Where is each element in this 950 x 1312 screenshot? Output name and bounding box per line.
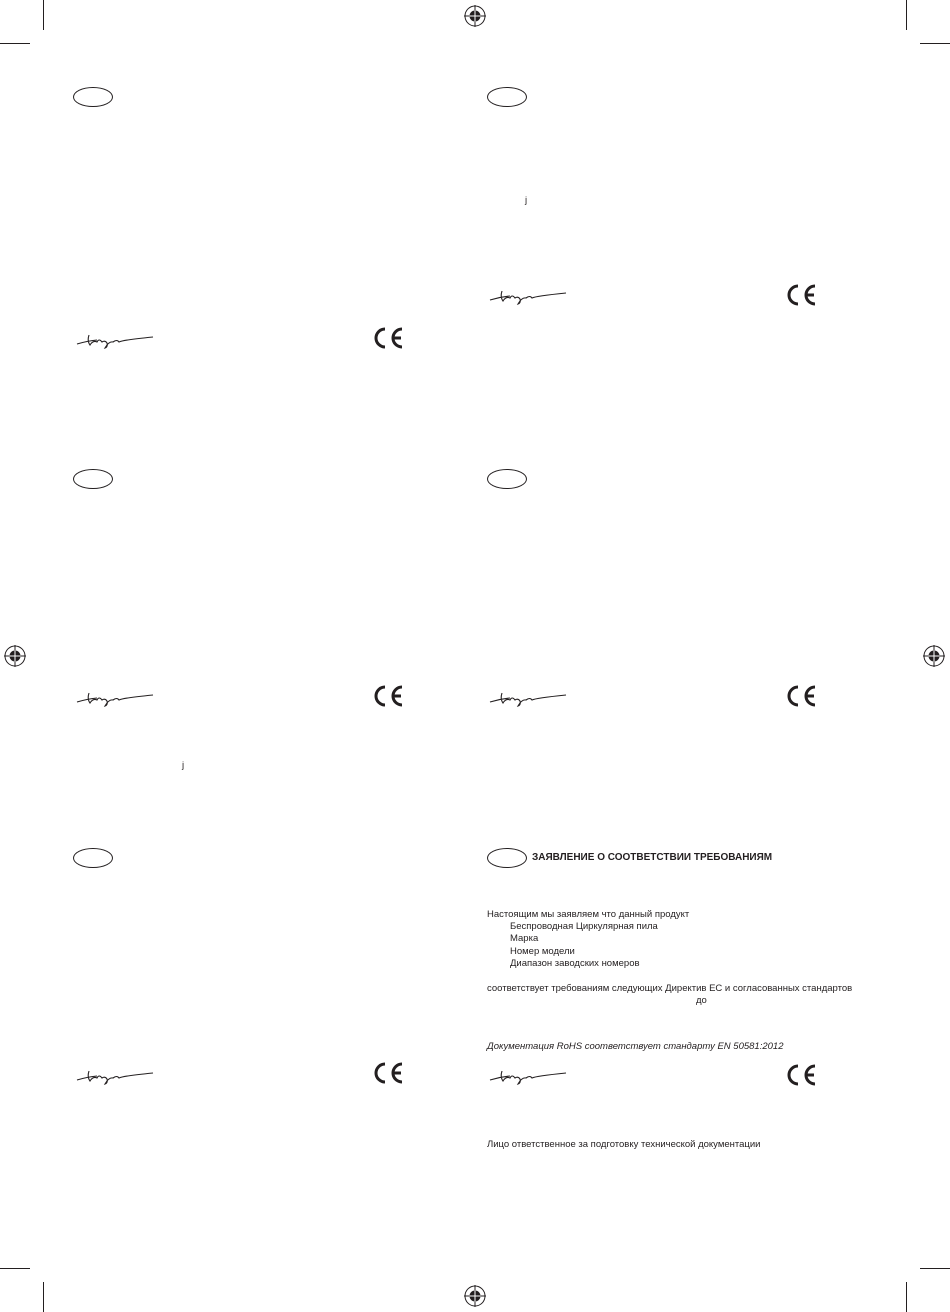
ce-mark-icon xyxy=(784,684,818,708)
ce-mark-icon xyxy=(371,326,405,350)
language-badge-icon xyxy=(487,87,527,107)
declaration-title: ЗАЯВЛЕНИЕ О СООТВЕТСТВИИ ТРЕБОВАНИЯМ xyxy=(532,852,773,863)
stray-letter: j xyxy=(182,760,185,771)
responsible-person-text: Лицо ответственное за подготовку технической документации xyxy=(487,1139,761,1150)
registration-mark-icon xyxy=(464,1285,486,1307)
registration-mark-icon xyxy=(464,5,486,27)
signature-icon xyxy=(75,332,155,350)
crop-mark xyxy=(906,0,907,30)
ce-mark-icon xyxy=(784,1063,818,1087)
signature-icon xyxy=(488,288,568,306)
signature-icon xyxy=(75,690,155,708)
language-badge-icon xyxy=(73,87,113,107)
language-badge-icon xyxy=(73,469,113,489)
ce-mark-icon xyxy=(371,684,405,708)
crop-mark xyxy=(43,1282,44,1312)
product-line: Номер модели xyxy=(510,946,575,957)
declaration-intro: Настоящим мы заявляем что данный продукт xyxy=(487,909,690,920)
product-line: Диапазон заводских номеров xyxy=(510,958,640,969)
registration-mark-icon xyxy=(923,645,945,667)
crop-mark xyxy=(920,1268,950,1269)
crop-mark xyxy=(0,1268,30,1269)
crop-mark xyxy=(43,0,44,30)
crop-mark xyxy=(0,43,30,44)
signature-icon xyxy=(75,1068,155,1086)
ce-mark-icon xyxy=(371,1061,405,1085)
signature-icon xyxy=(488,690,568,708)
crop-mark xyxy=(920,43,950,44)
language-badge-icon xyxy=(487,848,527,868)
until-text: до xyxy=(696,995,707,1006)
product-line: Беспроводная Циркулярная пила xyxy=(510,921,658,932)
ce-mark-icon xyxy=(784,283,818,307)
language-badge-icon xyxy=(73,848,113,868)
conformity-text: соответствует требованиям следующих Директив ЕС и согласованных стандартов xyxy=(487,983,853,994)
stray-letter: j xyxy=(525,195,528,206)
crop-mark xyxy=(906,1282,907,1312)
signature-icon xyxy=(488,1068,568,1086)
rohs-text: Документация RoHS соответствует стандарту EN 50581:2012 xyxy=(487,1041,784,1052)
language-badge-icon xyxy=(487,469,527,489)
registration-mark-icon xyxy=(4,645,26,667)
product-line: Марка xyxy=(510,933,539,944)
